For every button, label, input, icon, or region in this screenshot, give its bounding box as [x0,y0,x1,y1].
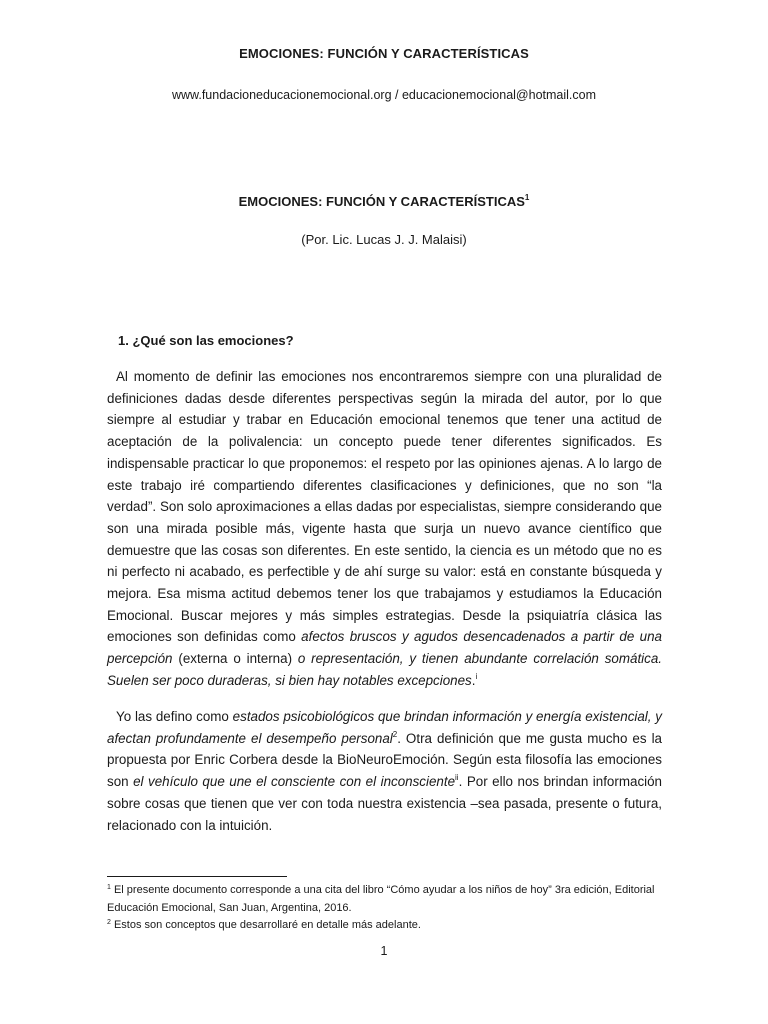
paragraph-2-text-c: . Por ello nos brindan información sobre cosas que tienen que ver con toda nuestra existencia –sea pasada, presente o futura, relacionado con la intuición. [107,774,663,833]
section-heading: 1. ¿Qué son las emociones? [118,333,294,348]
footnote-2-number: 2 [107,919,111,926]
paragraph-1-italic-a: afectos bruscos y agudos desencadenados a partir de una percepción [107,629,662,667]
document-title [0,193,768,209]
author-line: (Por. Lic. Lucas J. J. Malaisi) [301,232,467,247]
paragraph-2-italic-a: estados psicobiológicos que brindan información y energía existencial, y afectan profundamente el desempeño personal [107,709,662,746]
footnote-1 [107,881,667,917]
paragraph-1-text-b: (externa o interna) [172,651,298,667]
header-links: www.fundacioneducacionemocional.org / educacionemocional@hotmail.com [171,88,597,102]
document-title-text: EMOCIONES: FUNCIÓN Y CARACTERÍSTICAS [238,194,525,209]
paragraph-2-text-b: . Otra definición que me gusta mucho es la propuesta por Enric Corbera desde la BioNeuroEmoción. Según esta filosofía las emociones son [107,730,662,790]
paragraph-1 [107,366,662,692]
footnote-1-number: 1 [107,884,111,891]
paragraph-1-text-c: . [471,672,476,688]
footnote-ref-2: 2 [392,729,398,739]
paragraph-2-text-a: Yo las defino como [116,709,233,724]
header-title: EMOCIONES: FUNCIÓN Y CARACTERÍSTICAS [239,46,529,61]
paragraph-1-italic-b: o representación, y tienen abundante correlación somática. Suelen ser poco duraderas, si bien hay notables excepciones [107,651,662,688]
footnote-separator [107,876,287,877]
paragraph-2 [107,706,662,836]
paragraph-1-text-a: Al momento de definir las emociones nos encontraremos siempre con una pluralidad de definiciones dadas desde diferentes perspectivas según la mirada del autor, por lo que siempre al estudiar y trabar en Educación emocional tenemos que tener una actitud de aceptación de la polivalencia: un concepto puede tener diferentes significados. Es indispensable practicar lo que proponemos: el respeto por las opiniones ajenas. A lo largo de este trabajo iré compartiendo diferentes clasificaciones y definiciones, que no son “la verdad”. Son solo aproximaciones a ellas dadas por especialistas, siempre considerando que son una mirada posible más, vigente hasta que surja un nuevo avance científico que demuestre que las cosas son diferentes. En este sentido, la ciencia es un método que no es ni perfecto ni acabado, es perfectible y de ahí surge su valor: está en constante búsqueda y mejora. Esa misma actitud debemos tener los que trabajamos y estudiamos la Educación Emocional. Buscar mejores y más simples estrategias. Desde la psiquiatría clásica las emociones son definidas como [107,369,662,645]
footnote-ref-1: 1 [524,193,530,202]
paragraph-2-italic-b: el vehículo que une el consciente con el inconsciente [133,774,456,790]
footnote-2 [107,916,667,934]
footnote-1-text: El presente documento corresponde a una cita del libro “Cómo ayudar a los niños de hoy” 3ra edición, Editorial Educación Emocional, San Juan, Argentina, 2016. [107,884,655,914]
endnote-ref-i: i [475,671,478,681]
endnote-ref-ii: ii [455,773,459,783]
footnote-2-text: Estos son conceptos que desarrollaré en detalle más adelante. [110,919,421,931]
page-number: 1 [380,944,388,958]
